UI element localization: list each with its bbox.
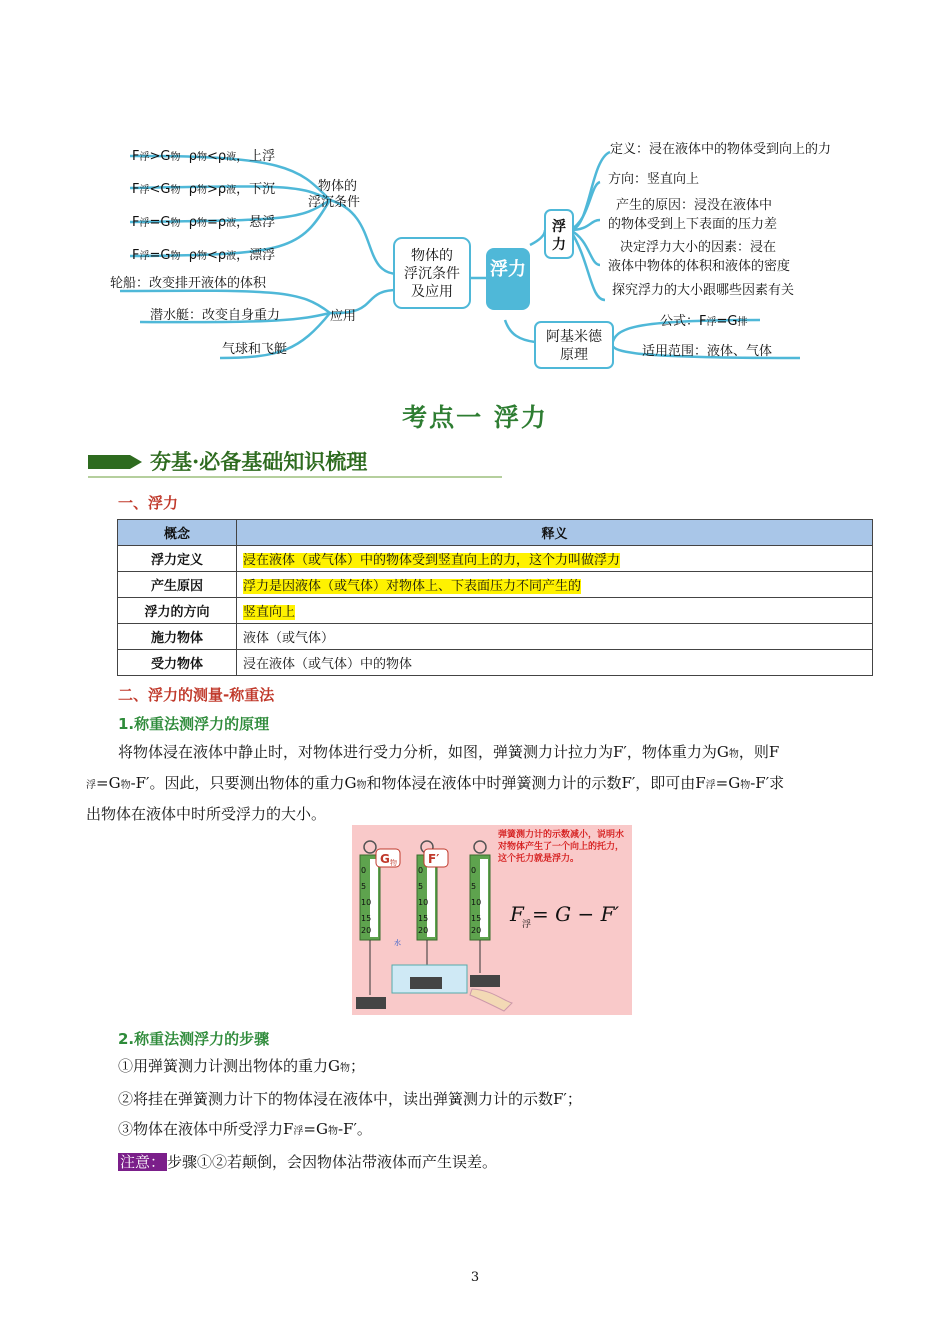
item-cause-2: 的物体受到上下表面的压力差	[608, 217, 778, 232]
heading-buoyancy: 一、浮力	[118, 494, 179, 512]
table-cell-meaning	[237, 572, 873, 598]
table-cell-term: 浮力定义	[118, 546, 237, 572]
svg-text:及应用: 及应用	[411, 284, 453, 300]
application-ship: 轮船：改变排开液体的体积	[110, 276, 267, 291]
table-cell-term: 施力物体	[118, 624, 237, 650]
svg-text:浮沉条件: 浮沉条件	[404, 266, 460, 282]
archimedes-formula: 公式：F浮=G排	[660, 314, 748, 329]
highlighted-text: 浸在液体（或气体）中的物体受到竖直向上的力，这个力叫做浮力	[243, 553, 621, 568]
step-2: ②将挂在弹簧测力计下的物体浸在液体中，读出弹簧测力计的示数F′；	[118, 1090, 582, 1108]
table-header-row	[118, 520, 873, 546]
principle-paragraph: 将物体浸在液体中静止时，对物体进行受力分析，如图，弹簧测力计拉力为F′，物体重力为G物，则F 浮=G物-F′。因此，只要测出物体的重力G物和物体浸在液体中时弹簧测力计的示数F′，即可由F浮=G物-F′求 出物体在液体中时所受浮力的大小。	[86, 743, 785, 823]
svg-text:阿基米德: 阿基米德	[546, 329, 602, 345]
svg-text:20: 20	[471, 926, 482, 935]
table-cell-term: 受力物体	[118, 650, 237, 676]
highlighted-text: 竖直向上	[243, 605, 296, 620]
svg-text:10: 10	[471, 898, 482, 907]
item-cause-1: 产生的原因：浸没在液体中	[616, 198, 773, 213]
table-cell-term: 浮力的方向	[118, 598, 237, 624]
item-explore: 探究浮力的大小跟哪些因素有关	[612, 283, 795, 298]
svg-text:G: G	[380, 852, 390, 866]
table-cell-meaning: 液体（或气体）	[237, 624, 873, 650]
svg-text:物: 物	[390, 859, 397, 867]
svg-text:浮: 浮	[552, 219, 566, 235]
node-text: 物体的	[411, 248, 453, 264]
condition-suspend: F浮=G物 ρ物=ρ液，悬浮	[132, 215, 276, 230]
svg-text:20: 20	[361, 926, 372, 935]
table-row	[118, 598, 873, 624]
svg-text:浮: 浮	[522, 920, 532, 930]
svg-text:5: 5	[418, 882, 424, 891]
svg-text:浮沉条件: 浮沉条件	[308, 195, 361, 210]
table-row	[118, 650, 873, 676]
banner-text: 夯基·必备基础知识梳理	[150, 449, 368, 474]
item-factor-2: 液体中物体的体积和液体的密度	[608, 259, 791, 274]
heading-steps: 2.称重法测浮力的步骤	[118, 1030, 270, 1048]
svg-text:F: F	[510, 902, 524, 926]
item-direction: 方向：竖直向上	[608, 172, 700, 187]
svg-text:= G − F′: = G − F′	[532, 902, 619, 926]
note-text: 步骤①②若颠倒，会因物体沾带液体而产生误差。	[167, 1153, 498, 1171]
page-number: 3	[470, 1270, 480, 1285]
concept-table	[117, 519, 873, 676]
condition-rise: F浮>G物 ρ物<ρ液，上浮	[132, 149, 276, 164]
step-1: ①用弹簧测力计测出物体的重力G物；	[118, 1057, 365, 1075]
item-definition: 定义：浸在液体中的物体受到向上的力	[610, 142, 832, 157]
archimedes-scope: 适用范围：液体、气体	[642, 344, 773, 359]
svg-text:20: 20	[418, 926, 429, 935]
svg-text:F′: F′	[428, 852, 440, 866]
heading-principle: 1.称重法测浮力的原理	[118, 715, 270, 733]
svg-text:15: 15	[361, 914, 372, 923]
weighing-figure	[352, 825, 632, 1015]
application-submarine: 潜水艇：改变自身重力	[150, 308, 281, 323]
table-cell-meaning	[237, 598, 873, 624]
heading-measurement: 二、浮力的测量-称重法	[118, 686, 275, 704]
steps	[118, 1052, 582, 1176]
table-cell-term: 产生原因	[118, 572, 237, 598]
svg-text:5: 5	[361, 882, 367, 891]
note	[118, 1148, 582, 1176]
svg-text:15: 15	[418, 914, 429, 923]
condition-float: F浮=G物 ρ物<ρ液，漂浮	[132, 248, 276, 263]
condition-list	[132, 141, 275, 273]
banner-arrow	[130, 455, 142, 469]
svg-text:15: 15	[471, 914, 482, 923]
svg-text:0: 0	[418, 866, 424, 875]
figure-note: 弹簧测力计的示数减小，说明水对物体产生了一个向上的托力，这个托力就是浮力。	[498, 830, 625, 864]
svg-text:物体的: 物体的	[318, 179, 358, 194]
banner	[88, 446, 502, 478]
section-title: 考点一 浮力	[402, 403, 548, 432]
highlighted-text: 浮力是因液体（或气体）对物体上、下表面压力不同产生的	[243, 579, 582, 594]
svg-text:力: 力	[552, 237, 566, 253]
table-row	[118, 546, 873, 572]
banner-bar	[88, 455, 130, 469]
table-header: 概念	[118, 520, 237, 546]
spring-scale-illustration	[352, 825, 632, 1015]
note-label: 注意：	[120, 1153, 166, 1171]
svg-text:10: 10	[418, 898, 429, 907]
step-3: ③物体在液体中所受浮力F浮=G物-F′。	[118, 1120, 372, 1138]
svg-text:0: 0	[361, 866, 367, 875]
table-row	[118, 572, 873, 598]
center-node: 浮力	[490, 259, 526, 280]
svg-text:应用: 应用	[330, 309, 357, 324]
svg-text:5: 5	[471, 882, 477, 891]
svg-text:水: 水	[394, 939, 401, 947]
table-cell-meaning: 浸在液体（或气体）中的物体	[237, 650, 873, 676]
table-header: 释义	[237, 520, 873, 546]
table-row	[118, 624, 873, 650]
application-balloon: 气球和飞艇	[222, 342, 288, 357]
table-cell-meaning	[237, 546, 873, 572]
condition-sink: F浮<G物 ρ物>ρ液，下沉	[132, 182, 276, 197]
svg-text:原理: 原理	[560, 347, 588, 363]
item-factor-1: 决定浮力大小的因素：浸在	[620, 240, 777, 255]
svg-text:10: 10	[361, 898, 372, 907]
svg-text:0: 0	[471, 866, 477, 875]
